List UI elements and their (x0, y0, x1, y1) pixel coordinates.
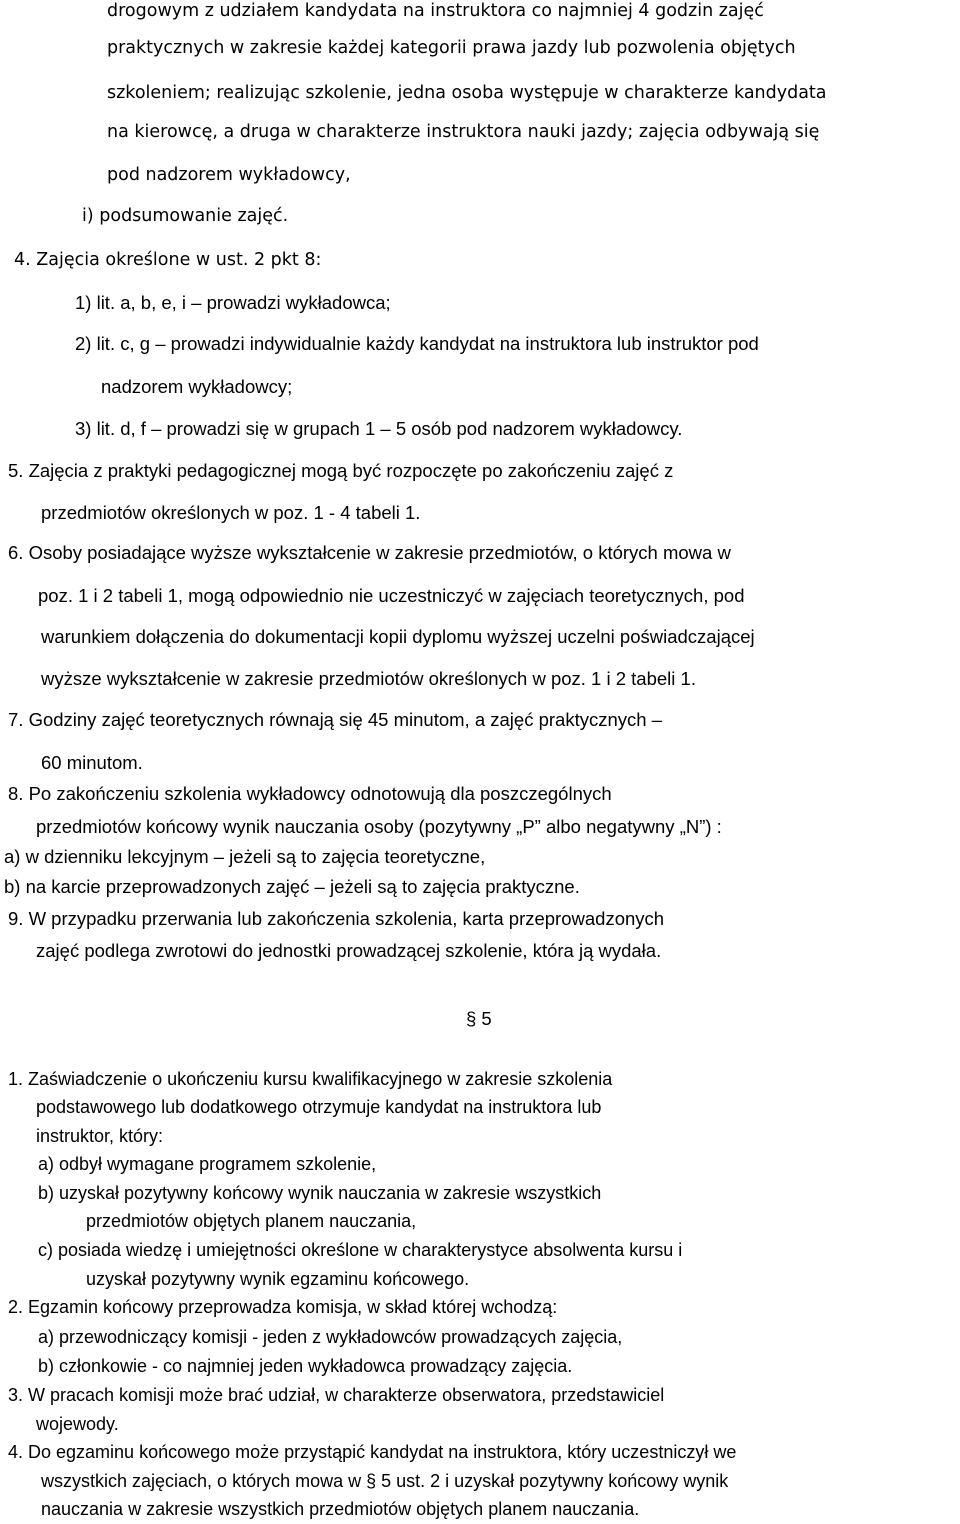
text-line: przedmiotów określonych w poz. 1 - 4 tabeli 1. (41, 502, 421, 523)
text-line: nauczania w zakresie wszystkich przedmiotów objętych planem nauczania. (41, 1499, 640, 1519)
text-line: instruktor, który: (36, 1126, 164, 1146)
text-line: a) przewodniczący komisji - jeden z wykładowców prowadzących zajęcia, (38, 1327, 623, 1347)
text-line: a) w dzienniku lekcyjnym – jeżeli są to zajęcia teoretyczne, (4, 846, 486, 867)
text-line: drogowym z udziałem kandydata na instruktora co najmniej 4 godzin zajęć (107, 1, 764, 21)
text-line: wojewody. (36, 1414, 119, 1434)
section-heading: § 5 (466, 1008, 492, 1029)
text-line: nadzorem wykładowcy; (101, 376, 293, 397)
text-line: warunkiem dołączenia do dokumentacji kopii dyplomu wyższej uczelni poświadczającej (41, 626, 755, 647)
text-line: 1) lit. a, b, e, i – prowadzi wykładowca; (75, 292, 391, 313)
text-line: b) na karcie przeprowadzonych zajęć – jeżeli są to zajęcia praktyczne. (4, 876, 580, 897)
text-line: pod nadzorem wykładowcy, (107, 165, 351, 185)
text-line: 1. Zaświadczenie o ukończeniu kursu kwalifikacyjnego w zakresie szkolenia (8, 1069, 613, 1089)
text-line: wyższe wykształcenie w zakresie przedmiotów określonych w poz. 1 i 2 tabeli 1. (41, 668, 696, 689)
text-line: 9. W przypadku przerwania lub zakończenia szkolenia, karta przeprowadzonych (8, 908, 665, 929)
text-line: 5. Zajęcia z praktyki pedagogicznej mogą być rozpoczęte po zakończeniu zajęć z (8, 460, 674, 481)
text-line: praktycznych w zakresie każdej kategorii prawa jazdy lub pozwolenia objętych (107, 38, 796, 58)
text-line: szkoleniem; realizując szkolenie, jedna osoba występuje w charakterze kandydata (107, 83, 827, 103)
text-line: wszystkich zajęciach, o których mowa w § 5 ust. 2 i uzyskał pozytywny końcowy wynik (41, 1471, 729, 1491)
text-line: 60 minutom. (41, 752, 143, 773)
text-line: uzyskał pozytywny wynik egzaminu końcowego. (86, 1269, 470, 1289)
text-line: b) uzyskał pozytywny końcowy wynik nauczania w zakresie wszystkich (38, 1183, 602, 1203)
text-line: zajęć podlega zwrotowi do jednostki prowadzącej szkolenie, która ją wydała. (36, 940, 662, 961)
text-line: podstawowego lub dodatkowego otrzymuje kandydat na instruktora lub (36, 1097, 602, 1117)
text-line: 4. Do egzaminu końcowego może przystąpić kandydat na instruktora, który uczestniczył we (8, 1442, 737, 1462)
text-line: b) członkowie - co najmniej jeden wykładowca prowadzący zajęcia. (38, 1356, 573, 1376)
text-line: 7. Godziny zajęć teoretycznych równają się 45 minutom, a zajęć praktycznych – (8, 709, 662, 730)
text-line: c) posiada wiedzę i umiejętności określone w charakterystyce absolwenta kursu i (38, 1240, 683, 1260)
text-line: 4. Zajęcia określone w ust. 2 pkt 8: (14, 250, 322, 270)
text-line: 2) lit. c, g – prowadzi indywidualnie każdy kandydat na instruktora lub instruktor pod (75, 333, 759, 354)
text-line: poz. 1 i 2 tabeli 1, mogą odpowiednio nie uczestniczyć w zajęciach teoretycznych, pod (38, 585, 745, 606)
text-line: przedmiotów końcowy wynik nauczania osoby (pozytywny „P” albo negatywny „N”) : (36, 816, 722, 837)
text-line: 6. Osoby posiadające wyższe wykształcenie w zakresie przedmiotów, o których mowa w (8, 542, 731, 563)
text-line: 3. W pracach komisji może brać udział, w charakterze obserwatora, przedstawiciel (8, 1385, 665, 1405)
text-line: na kierowcę, a druga w charakterze instruktora nauki jazdy; zajęcia odbywają się (107, 122, 820, 142)
text-line: 3) lit. d, f – prowadzi się w grupach 1 – 5 osób pod nadzorem wykładowcy. (75, 418, 683, 439)
text-line: 8. Po zakończeniu szkolenia wykładowcy odnotowują dla poszczególnych (8, 783, 612, 804)
text-line: 2. Egzamin końcowy przeprowadza komisja, w skład której wchodzą: (8, 1297, 558, 1317)
text-line: przedmiotów objętych planem nauczania, (86, 1211, 417, 1231)
text-line: a) odbył wymagane programem szkolenie, (38, 1154, 377, 1174)
text-line: i) podsumowanie zajęć. (82, 206, 289, 226)
